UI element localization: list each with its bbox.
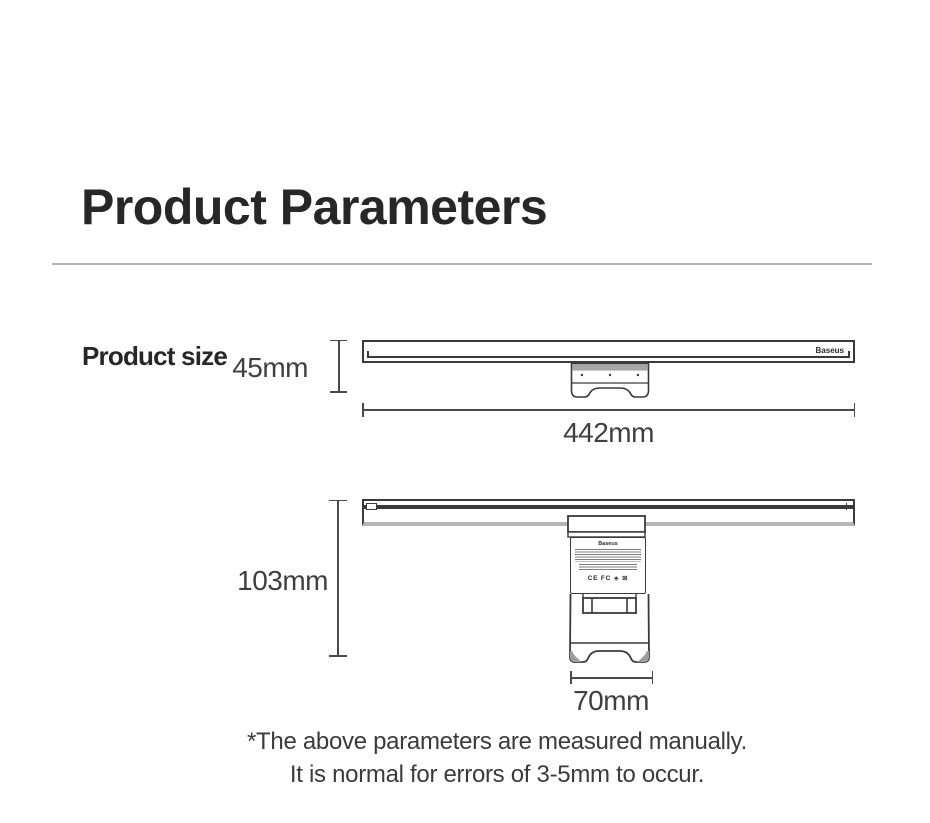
lightbar-end-notch (367, 351, 369, 358)
dimension-line-442mm (362, 409, 855, 411)
product-spec-label (570, 537, 646, 594)
screw-dot-icon (637, 374, 639, 376)
dimension-tick (570, 671, 572, 684)
label-brand-text: Baseus (598, 541, 618, 547)
mount-clip-front-view (570, 362, 650, 399)
certification-marks: CE FC ◈ ⊠ (587, 574, 629, 582)
dimension-tick (330, 340, 347, 342)
base-width-dimension-text: 70mm (573, 685, 649, 716)
lightbar-groove (364, 505, 853, 509)
lightbar-end-notch (848, 351, 850, 358)
screw-dot-icon (581, 374, 583, 376)
page-title: Product Parameters (81, 179, 548, 235)
dimension-tick (330, 391, 347, 393)
back-height-dimension-text: 103mm (237, 565, 328, 596)
dimension-tick (362, 403, 364, 417)
title-divider (52, 263, 872, 265)
dimension-tick (652, 671, 654, 684)
dimension-tick (329, 500, 347, 502)
lightbar-front-view (362, 340, 855, 363)
product-size-label: Product size (82, 341, 227, 371)
label-fine-print (579, 564, 637, 571)
dimension-tick (329, 655, 347, 657)
dimension-line-103mm (337, 500, 339, 656)
footnote-line-1: *The above parameters are measured manually. (247, 728, 747, 755)
footnote-line-2: It is normal for errors of 3-5mm to occur. (289, 761, 705, 788)
brand-logo-text: Baseus (815, 346, 844, 355)
clip-gray-strip (572, 364, 647, 370)
front-height-dimension-text: 45mm (232, 352, 308, 383)
screw-dot-icon (609, 374, 611, 376)
front-width-dimension-text: 442mm (563, 417, 654, 448)
label-fine-print (575, 549, 641, 562)
footnote (32, 725, 930, 791)
hinge-bar (583, 598, 636, 613)
stand-head (568, 516, 645, 532)
lightbar-end-notch (366, 503, 377, 510)
lightbar-bottom-edge (367, 356, 850, 358)
dimension-line-70mm (570, 677, 653, 679)
dimension-tick (854, 403, 856, 417)
dimension-line-45mm (338, 340, 340, 392)
lightbar-end-notch (846, 503, 848, 510)
